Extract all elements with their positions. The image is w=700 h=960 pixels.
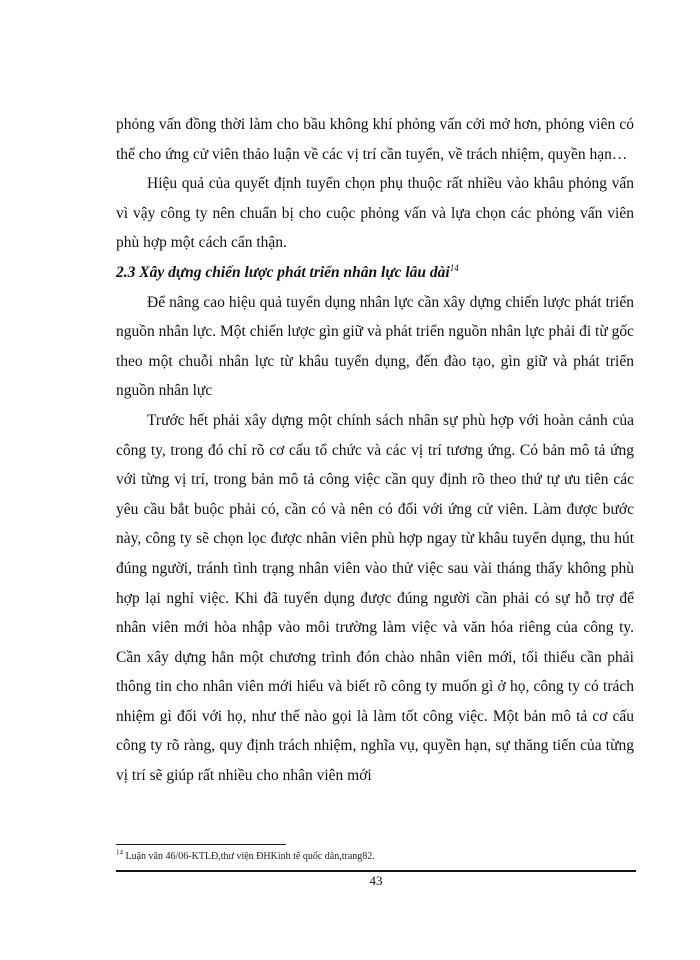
section-heading-text: 2.3 Xây dựng chiến lược phát triển nhân lực lâu dài xyxy=(116,263,450,281)
paragraph-3: Để nâng cao hiệu quả tuyển dụng nhân lực cần xây dựng chiến lược phát triển nguồn nhân lực. Một chiến lược gìn giữ và phát triển nguồn nhân lực phải đi từ gốc theo một chuỗi nhân lực từ khâu tuyển dụng, đến đào tạo, gìn giữ và phát triển nguồn nhân lực xyxy=(116,293,634,400)
paragraph-4: Trước hết phải xây dựng một chính sách nhân sự phù hợp với hoàn cảnh của công ty, trong đó chỉ rõ cơ cấu tổ chức và các vị trí tương ứng. Có bản mô tả ứng với từng vị trí, trong bản mô tả công việc cần quy định rõ theo thứ tự ưu tiên các yêu cầu bắt buộc phải có, cần có và nên có đối với ứng cử viên. Làm được bước này, công ty sẽ chọn lọc được nhân viên phù hợp ngay từ khâu tuyển dụng, thu hút đúng người, tránh tình trạng nhân viên vào thử việc sau vài tháng thấy không phù hợp lại nghỉ việc. Khi đã tuyển dụng được đúng người cần phải có sự hỗ trợ để nhân viên mới hòa nhập vào môi trường làm việc và văn hóa riêng của công ty. Cần xây dựng hẳn một chương trình đón chào nhân viên mới, tối thiểu cần phải thông tin cho nhân viên mới hiểu và biết rõ công ty muốn gì ở họ, công ty có trách nhiệm gì đối với họ, như thế nào gọi là làm tốt công việc. Một bản mô tả cơ cấu công ty rõ ràng, quy định trách nhiệm, nghĩa vụ, quyền hạn, sự thăng tiến của từng vị trí sẽ giúp rất nhiều cho nhân viên mới xyxy=(116,411,634,785)
page-number: 43 xyxy=(369,873,383,888)
body-text xyxy=(116,110,634,791)
heading-footnote-ref[interactable]: 14 xyxy=(449,262,459,273)
footnote-marker: 14 xyxy=(116,848,123,857)
paragraph-2: Hiệu quả của quyết định tuyển chọn phụ thuộc rất nhiều vào khâu phỏng vấn vì vậy công ty nên chuẩn bị cho cuộc phỏng vấn và lựa chọn các phỏng vấn viên phù hợp một cách cẩn thận. xyxy=(116,175,634,252)
footnote-text: Luận văn 46/06-KTLĐ,thư viện ĐHKinh tế quốc dân,trang82. xyxy=(125,851,375,862)
section-heading xyxy=(116,258,634,288)
footnote-divider xyxy=(116,844,286,845)
footer-divider xyxy=(116,870,636,872)
footnote xyxy=(116,850,636,864)
paragraph-1: phỏng vấn đồng thời làm cho bầu không khí phỏng vấn cởi mở hơn, phỏng viên có thể cho ứng cử viên thảo luận về các vị trí cần tuyển, về trách nhiệm, quyền hạn… xyxy=(116,116,634,163)
